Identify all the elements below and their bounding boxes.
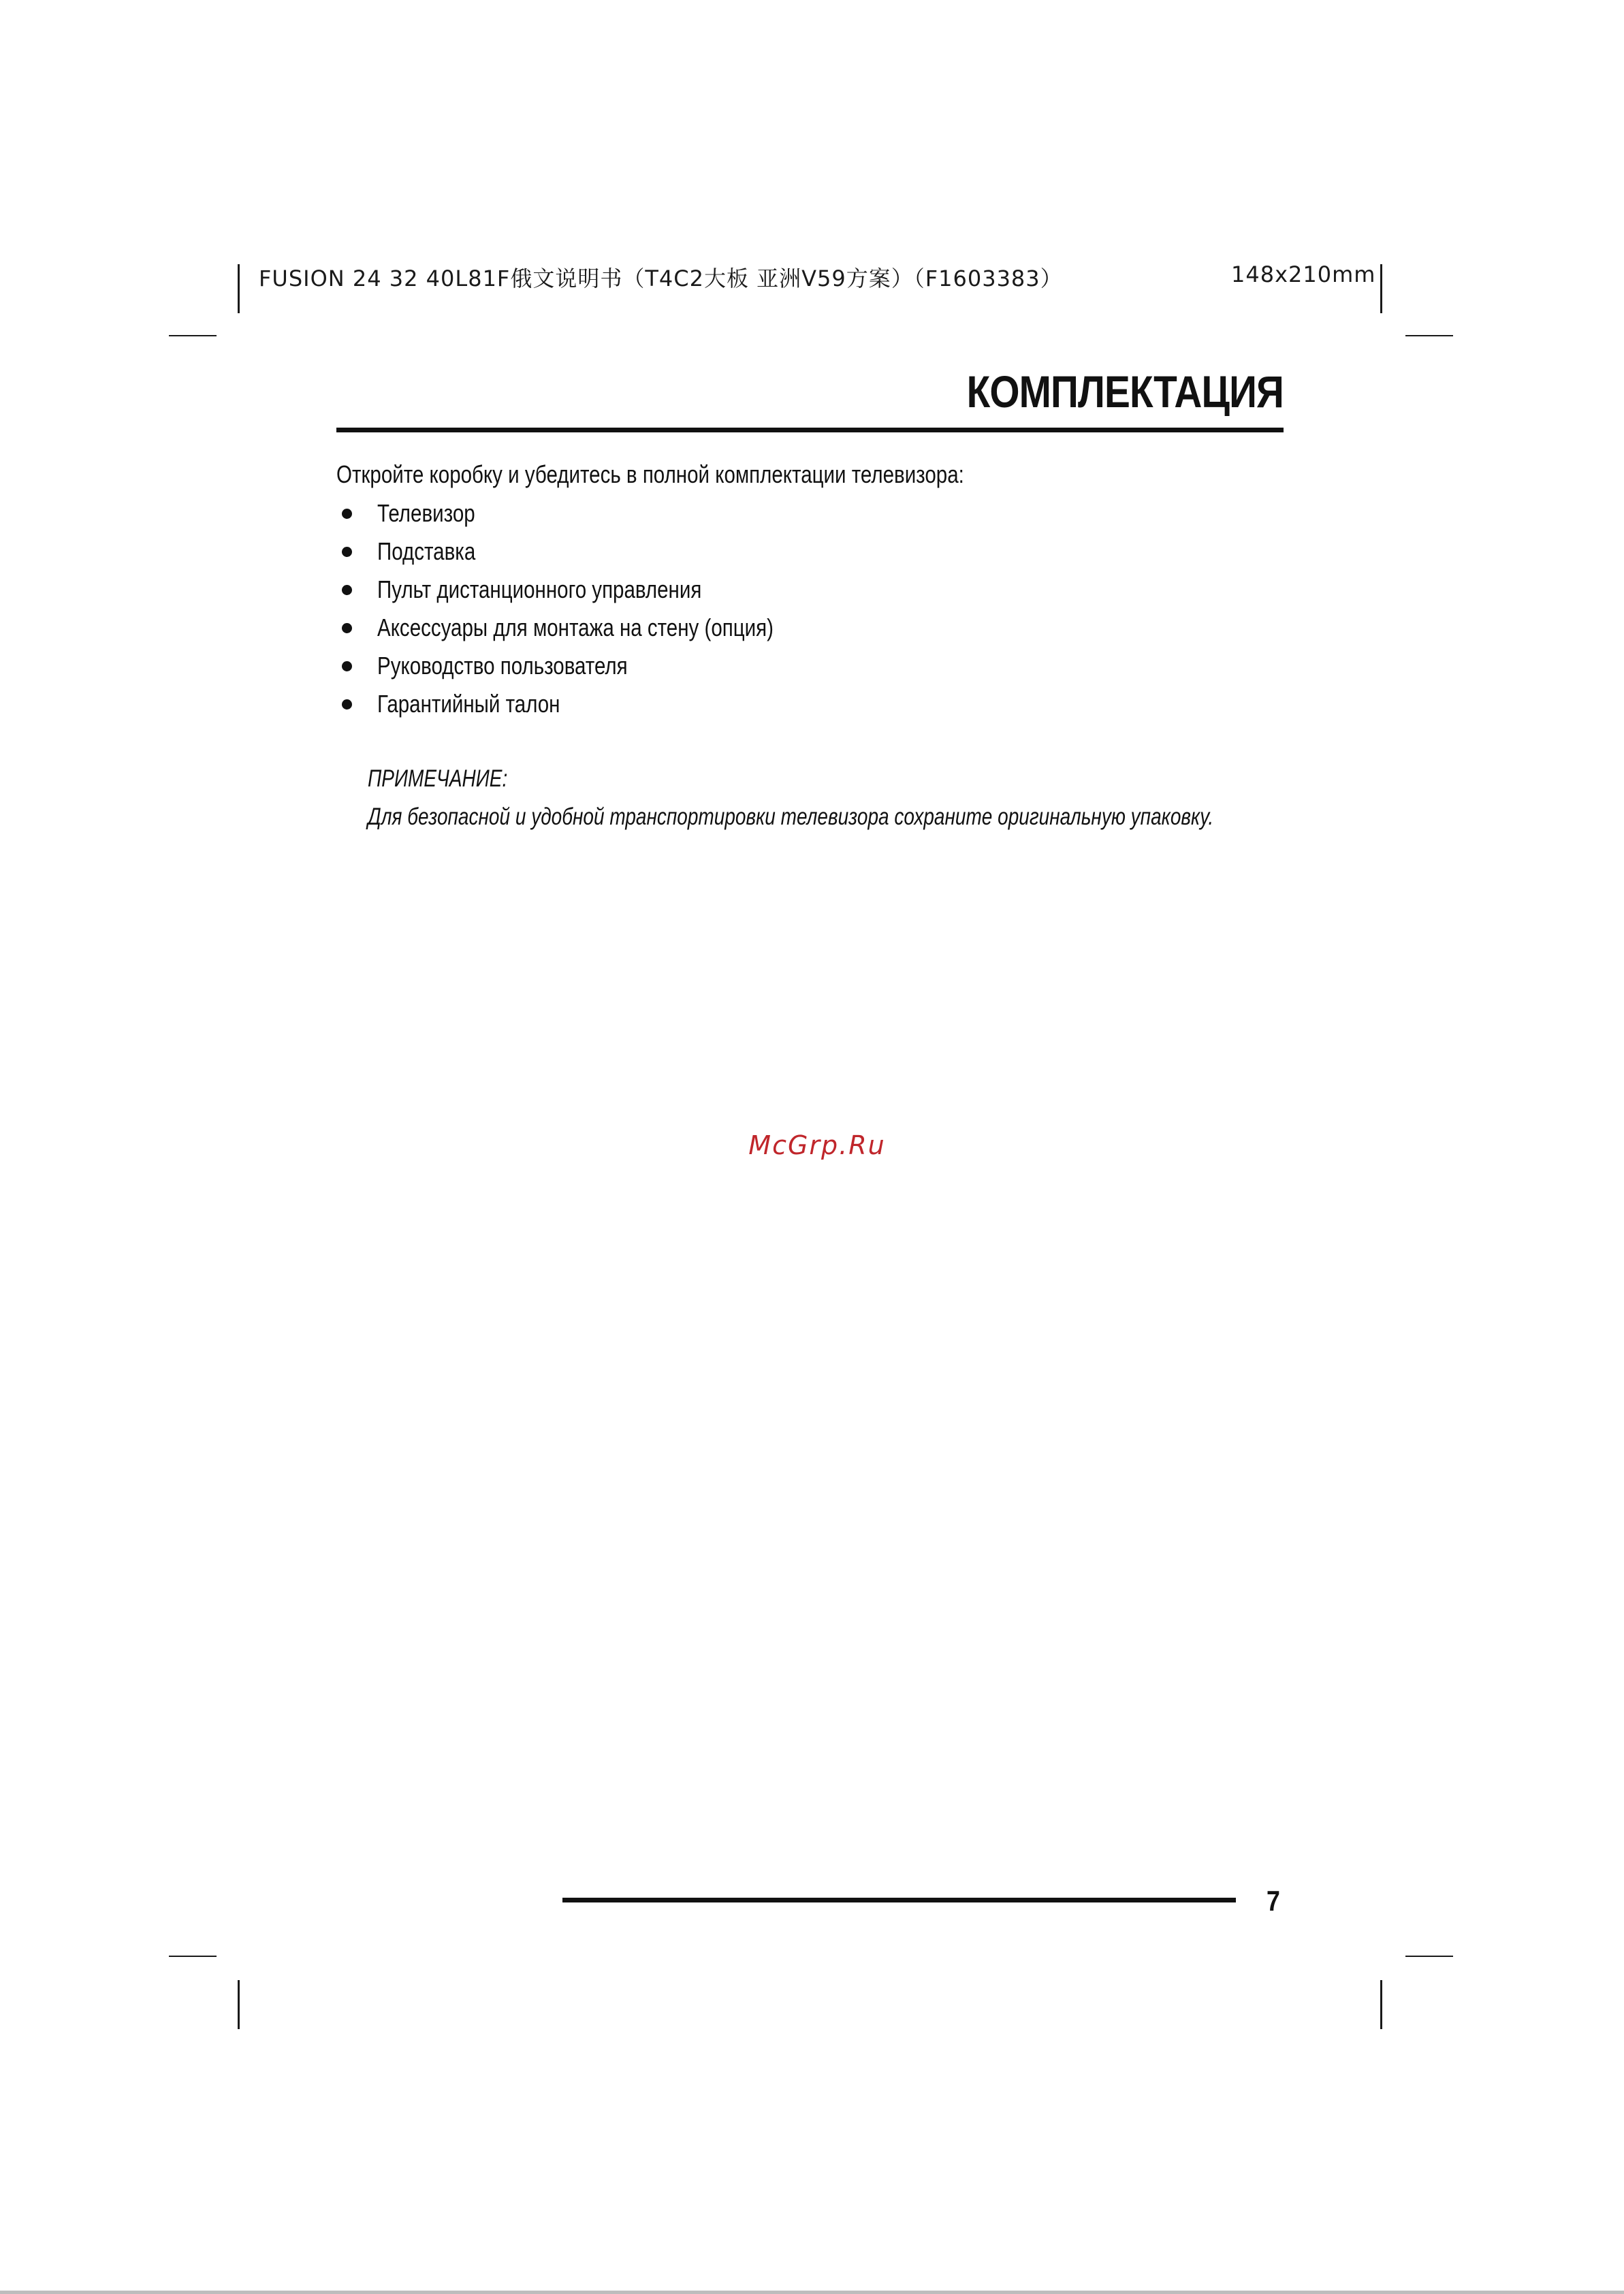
bullet-icon: [342, 661, 352, 671]
list-item-label: Гарантийный талон: [377, 690, 560, 718]
print-job-title: FUSION 24 32 40L81F俄文说明书（T4C2大板 亚洲V59方案）（F1603383）: [259, 266, 1063, 291]
page-bottom-edge: [0, 2291, 1624, 2294]
crop-mark-top-right-vertical: [1380, 264, 1382, 313]
footer-divider: [562, 1898, 1236, 1902]
list-item-label: Подставка: [377, 537, 476, 565]
watermark: McGrp.Ru: [748, 1130, 886, 1160]
list-item-label: Руководство пользователя: [377, 652, 628, 680]
page-number: 7: [1267, 1885, 1280, 1917]
note-label: ПРИМЕЧАНИЕ:: [368, 765, 508, 792]
crop-mark-top-left-horizontal: [169, 335, 217, 336]
bullet-icon: [342, 699, 352, 710]
crop-mark-bottom-right-vertical: [1380, 1980, 1382, 2029]
crop-mark-bottom-left-vertical: [238, 1980, 240, 2029]
list-item-label: Пульт дистанционного управления: [377, 575, 702, 603]
crop-mark-bottom-left-horizontal: [169, 1956, 217, 1957]
bullet-icon: [342, 623, 352, 633]
print-page-size: 148x210mm: [1231, 261, 1376, 287]
crop-mark-top-left-vertical: [238, 264, 240, 313]
bullet-icon: [342, 585, 352, 595]
list-item-label: Аксессуары для монтажа на стену (опция): [377, 614, 774, 641]
crop-mark-top-right-horizontal: [1405, 335, 1453, 336]
bullet-icon: [342, 509, 352, 519]
bullet-icon: [342, 547, 352, 557]
page-title: КОМПЛЕКТАЦИЯ: [966, 366, 1284, 417]
note-text: Для безопасной и удобной транспортировки телевизора сохраните оригинальную упаковку.: [368, 803, 1214, 830]
intro-text: Откройте коробку и убедитесь в полной комплектации телевизора:: [336, 460, 964, 488]
crop-mark-bottom-right-horizontal: [1405, 1956, 1453, 1957]
title-divider: [336, 428, 1284, 432]
list-item-label: Телевизор: [377, 499, 475, 527]
